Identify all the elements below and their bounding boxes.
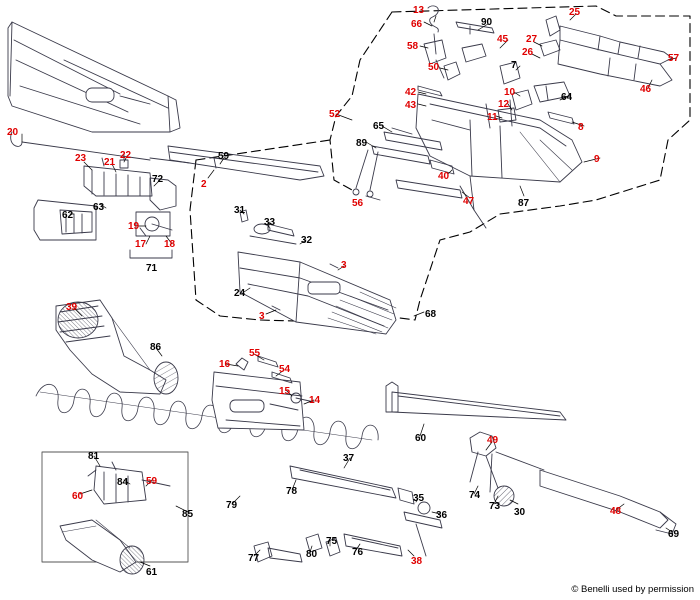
callout-number: 62 [62,210,74,221]
callout-number: 59 [218,151,230,162]
callout-number: 86 [150,342,162,353]
callout-number: 89 [356,138,368,149]
callout-number: 48 [610,506,622,517]
callout-number: 32 [301,235,313,246]
callout-number: 13 [413,5,425,16]
callout-number: 78 [286,486,298,497]
callout-number: 22 [120,150,132,161]
callout-number: 57 [668,53,680,64]
callout-number: 90 [481,17,493,28]
callout-number: 73 [489,501,501,512]
callout-number: 42 [405,87,417,98]
callout-number: 2 [201,179,207,190]
callout-number: 49 [487,435,499,446]
callout-number: 69 [668,529,680,540]
callout-number: 10 [504,87,516,98]
callout-number: 25 [569,7,581,18]
callout-number: 35 [413,493,425,504]
callout-number: 14 [309,395,321,406]
callout-number: 58 [407,41,419,52]
callout-number: 75 [326,536,338,547]
callout-number: 31 [234,205,246,216]
callout-number: 66 [411,19,423,30]
callout-number: 15 [279,386,291,397]
callout-number: 76 [352,547,364,558]
callout-number: 65 [373,121,385,132]
callout-number: 37 [343,453,355,464]
callout-number: 8 [578,122,584,133]
callout-number: 55 [249,348,261,359]
callout-number: 36 [436,510,448,521]
callout-number: 12 [498,99,510,110]
callout-number: 71 [146,263,158,274]
callout-number: 74 [469,490,481,501]
callout-number: 80 [306,549,318,560]
callout-number: 21 [104,157,116,168]
callout-number: 47 [463,196,475,207]
callout-number: 87 [518,198,530,209]
callout-number: 39 [66,302,78,313]
callout-number: 18 [164,239,176,250]
callout-number: 24 [234,288,246,299]
copyright-notice: © Benelli used by permission [571,584,694,595]
callout-number: 40 [438,171,450,182]
callout-number: 46 [640,84,652,95]
callout-number: 60 [415,433,427,444]
callout-number: 54 [279,364,291,375]
callout-number: 77 [248,553,260,564]
callout-number: 17 [135,239,147,250]
callout-number: 59 [146,476,158,487]
callout-number: 64 [561,92,573,103]
callout-number: 11 [487,112,498,123]
callout-number: 43 [405,100,417,111]
callout-number: 61 [146,567,158,578]
callout-number: 84 [117,477,129,488]
callout-number: 45 [497,34,509,45]
callout-number: 56 [352,198,364,209]
callout-number: 23 [75,153,87,164]
callout-number: 16 [219,359,231,370]
callout-number: 63 [93,202,105,213]
callout-number: 38 [411,556,423,567]
callout-number: 3 [341,260,347,271]
callout-number: 33 [264,217,276,228]
callout-number: 9 [594,154,600,165]
callout-number: 68 [425,309,437,320]
callout-number: 19 [128,221,140,232]
callout-number: 81 [88,451,100,462]
callout-number: 60 [72,491,84,502]
callout-number: 20 [7,127,19,138]
callout-number: 50 [428,62,440,73]
callout-number: 3 [259,311,265,322]
callout-number: 26 [522,47,534,58]
callout-number: 52 [329,109,341,120]
callout-number: 85 [182,509,194,520]
callout-number: 79 [226,500,238,511]
callout-number: 7 [511,60,517,71]
callout-number: 27 [526,34,538,45]
callout-number: 30 [514,507,526,518]
callout-number: 72 [152,174,164,185]
